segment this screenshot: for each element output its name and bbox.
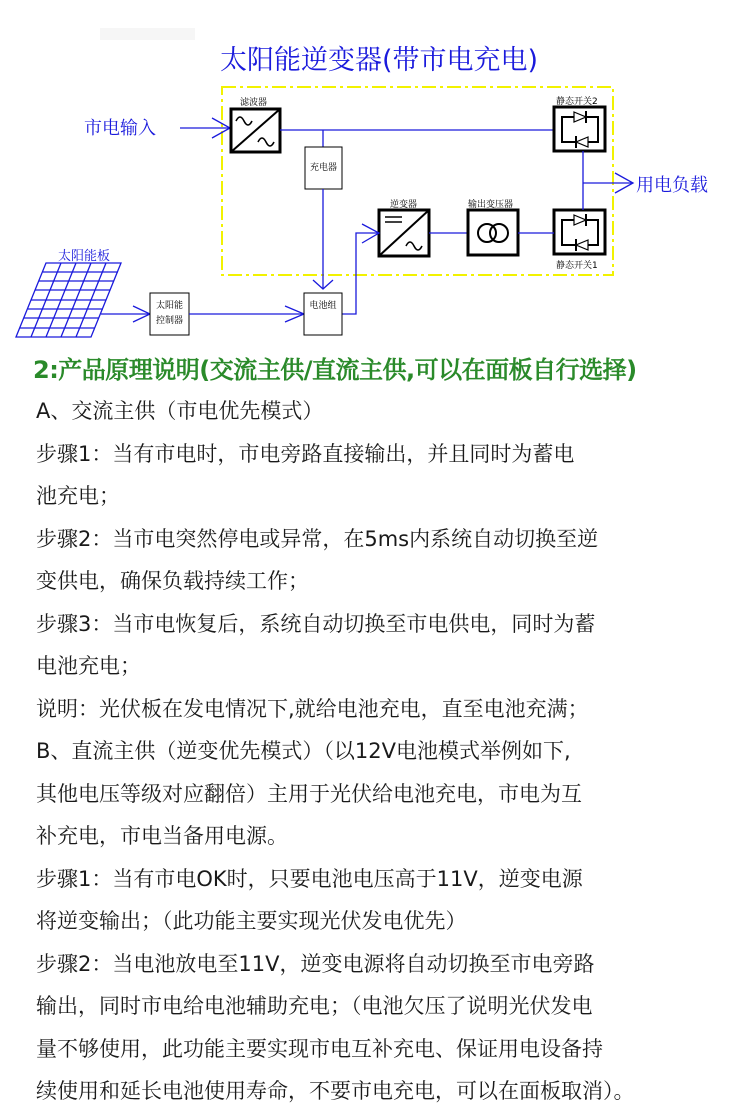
battery-pack-label: 电池组: [309, 301, 337, 311]
solar-panel-label: 太阳能板: [58, 249, 111, 264]
inverter-label: 逆变器: [390, 200, 418, 210]
body-line: 量不够使用，此功能主要实现市电互补充电、保证用电设备持: [36, 1036, 603, 1061]
body-line: 步骤3：当市电恢复后，系统自动切换至市电供电，同时为蓄: [36, 611, 596, 636]
battery-to-inverter-wire: [342, 224, 379, 314]
body-line: 步骤2：当市电突然停电或异常，在5ms内系统自动切换至逆: [36, 526, 599, 551]
body-line: 步骤1：当有市电OK时，只要电池电压高于11V，逆变电源: [36, 866, 583, 891]
body-line: 补充电，市电当备用电源。: [36, 824, 288, 848]
body-line: 步骤2：当电池放电至11V，逆变电源将自动切换至市电旁路: [36, 951, 595, 976]
body-line: 续使用和延长电池使用寿命，不要市电充电，可以在面板取消）。: [36, 1079, 635, 1103]
static-switch-2-icon: [554, 107, 605, 151]
body-line: 其他电压等级对应翻倍）主用于光伏给电池充电，市电为互: [36, 781, 582, 806]
charger-label: 充电器: [309, 163, 337, 173]
controller-to-battery-wire: [189, 306, 304, 322]
inverter-icon: [379, 210, 429, 256]
body-line: 说明：光伏板在发电情况下,就给电池充电，直至电池充满；: [36, 696, 589, 721]
filter-icon: [231, 109, 280, 152]
filter-label: 滤波器: [240, 98, 268, 108]
static-switch-2-label: 静态开关2: [556, 97, 598, 107]
static-switch-1-icon: [554, 210, 605, 254]
load-label: 用电负载: [636, 175, 708, 196]
output-transformer-label: 输出变压器: [468, 200, 514, 210]
body-line: 步骤1：当有市电时，市电旁路直接输出，并且同时为蓄电: [36, 441, 575, 466]
solar-panel-icon: [16, 263, 121, 337]
body-line: B、直流主供（逆变优先模式）（以12V电池模式举例如下,: [36, 739, 571, 763]
output-transformer-icon: [468, 210, 518, 255]
body-line: 池充电；: [36, 484, 120, 508]
panel-to-controller-wire: [101, 306, 150, 322]
body-line: 输出，同时市电给电池辅助充电；（电池欠压了说明光伏发电: [36, 994, 593, 1018]
body-line: 变供电，确保负载持续工作；: [36, 569, 309, 593]
body-line: 电池充电；: [36, 654, 141, 678]
static-switch-1-label: 静态开关1: [556, 261, 598, 271]
solar-controller-label-line2: 控制器: [155, 316, 183, 326]
mains-input-label: 市电输入: [84, 118, 156, 139]
solar-controller-label-line1: 太阳能: [155, 301, 183, 311]
load-output-wire: [583, 151, 633, 210]
body-line: 将逆变输出；（此功能主要实现光伏发电优先）: [36, 909, 467, 933]
description-body: [36, 390, 736, 1113]
body-line: A、交流主供（市电优先模式）: [36, 399, 324, 423]
section-heading: 2:产品原理说明(交流主供/直流主供,可以在面板自行选择): [33, 356, 637, 384]
diagram-title: 太阳能逆变器(带市电充电): [220, 45, 539, 76]
